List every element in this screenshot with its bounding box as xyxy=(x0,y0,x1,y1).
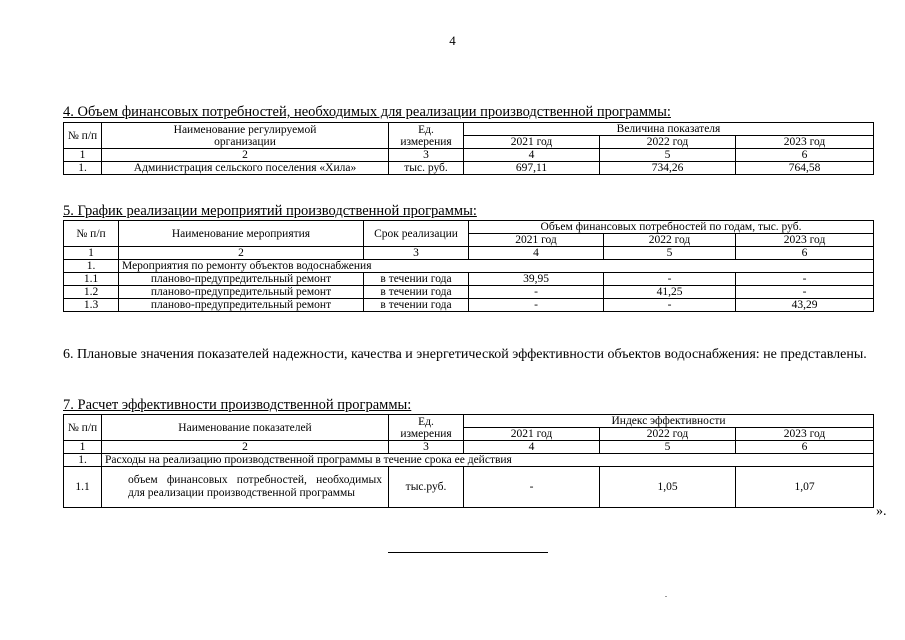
table-cell: 4 xyxy=(464,149,600,162)
table-cell: в течении года xyxy=(364,273,469,286)
page-number: 4 xyxy=(449,33,456,48)
table-cell: 2 xyxy=(102,441,389,454)
table-row xyxy=(64,467,874,508)
header-year: 2023 год xyxy=(736,428,874,441)
table-row xyxy=(64,286,874,299)
table-cell: - xyxy=(736,286,874,299)
table-cell: 41,25 xyxy=(604,286,736,299)
table-cell: - xyxy=(736,273,874,286)
table-cell: 39,95 xyxy=(469,273,604,286)
table-cell: в течении года xyxy=(364,299,469,312)
table-cell: 1.3 xyxy=(64,299,119,312)
table-cell: 1 xyxy=(64,247,119,260)
table-cell: 1,05 xyxy=(600,467,736,508)
table-cell: 6 xyxy=(736,441,874,454)
table-cell: 3 xyxy=(389,441,464,454)
header-year: 2023 год xyxy=(736,136,874,149)
efficiency-table xyxy=(63,414,874,508)
table-cell: 4 xyxy=(469,247,604,260)
table-index-row xyxy=(64,149,874,162)
header-year: 2023 год xyxy=(736,234,874,247)
table-header-row xyxy=(64,415,874,428)
table-cell: 1. xyxy=(64,454,102,467)
table-cell: 764,58 xyxy=(736,162,874,175)
header-no: № п/п xyxy=(64,415,102,441)
table-cell: 697,11 xyxy=(464,162,600,175)
table-cell: Администрация сельского поселения «Хила» xyxy=(102,162,389,175)
header-year: 2021 год xyxy=(469,234,604,247)
header-activity-name: Наименование мероприятия xyxy=(119,221,364,247)
group-title: Расходы на реализацию производственной программы в течение срока ее действия xyxy=(102,454,874,467)
header-year: 2022 год xyxy=(600,428,736,441)
header-indicator-name: Наименование показателей xyxy=(102,415,389,441)
table-cell: 3 xyxy=(364,247,469,260)
header-value: Величина показателя xyxy=(464,123,874,136)
table-cell: 1.2 xyxy=(64,286,119,299)
table-cell: планово-предупредительный ремонт xyxy=(119,286,364,299)
table-cell: 5 xyxy=(604,247,736,260)
table-cell: 1.1 xyxy=(64,467,102,508)
table-header-row xyxy=(64,221,874,234)
header-unit: Ед. измерения xyxy=(389,415,464,441)
header-efficiency-index: Индекс эффективности xyxy=(464,415,874,428)
header-year: 2021 год xyxy=(464,428,600,441)
table-cell: 1,07 xyxy=(736,467,874,508)
separator-line xyxy=(388,552,548,553)
table-cell: 3 xyxy=(389,149,464,162)
table-cell: 43,29 xyxy=(736,299,874,312)
section-6-paragraph: 6. Плановые значения показателей надежности, качества и энергетической эффективности объектов водоснабжения: не представлены. xyxy=(63,347,867,362)
table-cell: - xyxy=(604,299,736,312)
header-unit: Ед. измерения xyxy=(389,123,464,149)
table-cell: 5 xyxy=(600,149,736,162)
table-cell: 6 xyxy=(736,247,874,260)
header-org-name: Наименование регулируемой организации xyxy=(102,123,389,149)
table-group-row xyxy=(64,454,874,467)
financial-needs-table xyxy=(63,122,874,175)
table-cell: 4 xyxy=(464,441,600,454)
table-cell: 6 xyxy=(736,149,874,162)
table-row xyxy=(64,299,874,312)
section-4-heading: 4. Объем финансовых потребностей, необходимых для реализации производственной программы: xyxy=(63,104,671,120)
table-group-row xyxy=(64,260,874,273)
table-cell: - xyxy=(464,467,600,508)
section-5-heading: 5. График реализации мероприятий производственной программы: xyxy=(63,203,477,219)
table-cell: в течении года xyxy=(364,286,469,299)
table-cell: тыс.руб. xyxy=(389,467,464,508)
header-year: 2022 год xyxy=(600,136,736,149)
header-year: 2022 год xyxy=(604,234,736,247)
table-cell: - xyxy=(604,273,736,286)
table-cell: 1.1 xyxy=(64,273,119,286)
schedule-table xyxy=(63,220,874,312)
header-year: 2021 год xyxy=(464,136,600,149)
header-no: № п/п xyxy=(64,221,119,247)
table-cell: планово-предупредительный ремонт xyxy=(119,299,364,312)
table-cell: 1 xyxy=(64,149,102,162)
table-cell: 2 xyxy=(119,247,364,260)
table-cell: - xyxy=(469,299,604,312)
table-cell: планово-предупредительный ремонт xyxy=(119,273,364,286)
scan-speck xyxy=(665,596,667,597)
table-cell: 1. xyxy=(64,162,102,175)
table-cell: 734,26 xyxy=(600,162,736,175)
header-term: Срок реализации xyxy=(364,221,469,247)
header-no: № п/п xyxy=(64,123,102,149)
table-header-row xyxy=(64,123,874,136)
table-cell: 1. xyxy=(64,260,119,273)
table-row xyxy=(64,273,874,286)
table-cell: - xyxy=(469,286,604,299)
table-cell: объем финансовых потребностей, необходимых для реализации производственной программы xyxy=(102,467,389,508)
table-row xyxy=(64,162,874,175)
closing-quote: ». xyxy=(876,504,887,519)
table-cell: тыс. руб. xyxy=(389,162,464,175)
group-title: Мероприятия по ремонту объектов водоснабжения xyxy=(119,260,874,273)
section-7-heading: 7. Расчет эффективности производственной программы: xyxy=(63,397,412,413)
table-cell: 5 xyxy=(600,441,736,454)
table-index-row xyxy=(64,441,874,454)
header-volume: Объем финансовых потребностей по годам, тыс. руб. xyxy=(469,221,874,234)
table-cell: 2 xyxy=(102,149,389,162)
table-index-row xyxy=(64,247,874,260)
table-cell: 1 xyxy=(64,441,102,454)
